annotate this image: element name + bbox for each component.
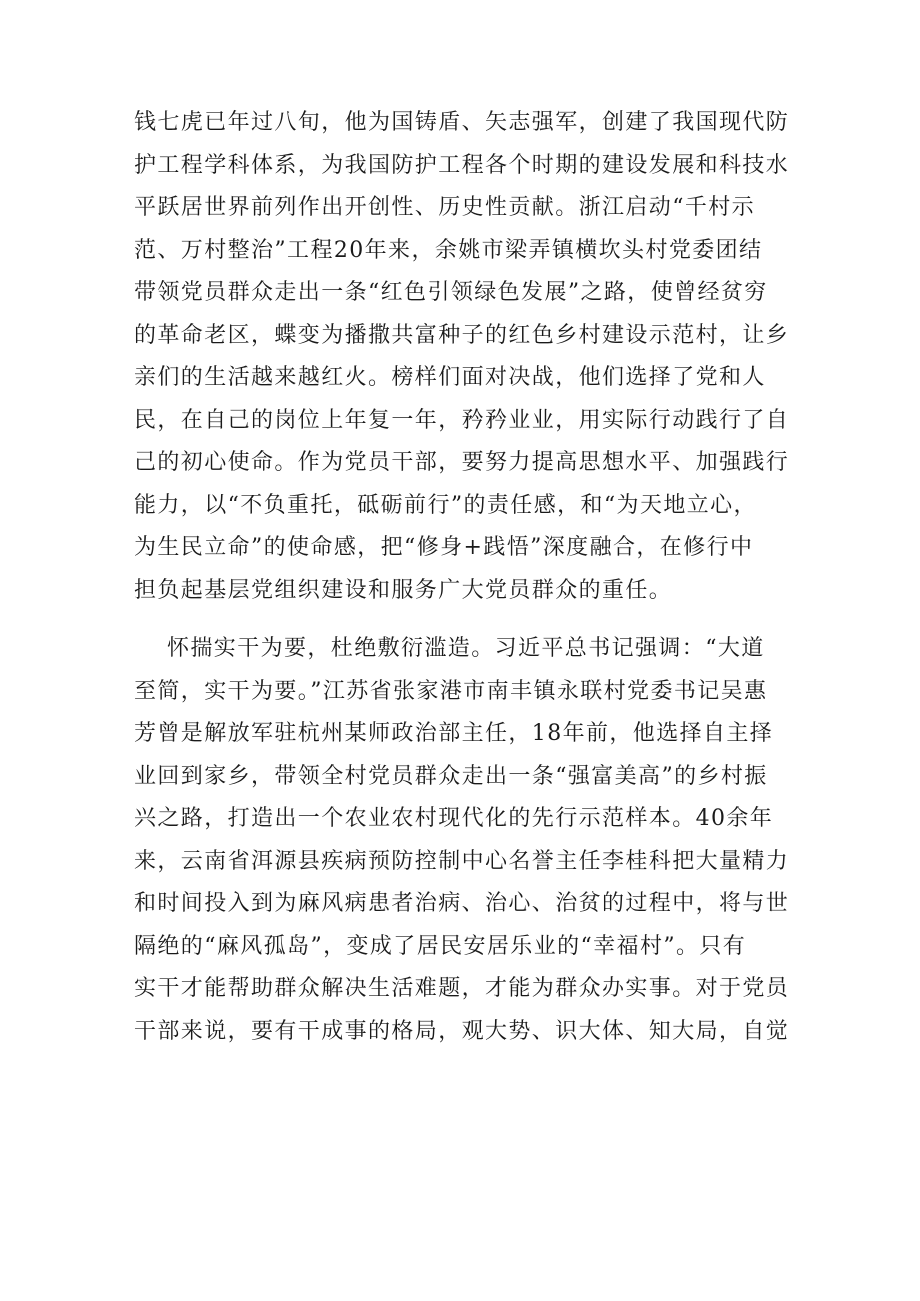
text-line: 和时间投入到为麻风病患者治病、治心、治贫的过程中，将与世 <box>134 891 790 916</box>
text-line: 干部来说，要有干成事的格局，观大势、识大体、知大局，自觉 <box>134 1018 790 1044</box>
text-line: 的革命老区，蝶变为播撒共富种子的红色乡村建设示范村，让乡 <box>134 322 790 348</box>
text-line: 隔绝的“麻风孤岛”，变成了居民安居乐业的“幸福村”。只有 <box>134 933 747 959</box>
text-line: 能力，以“不负重托，砥砺前行”的责任感，和“为天地立心， <box>134 492 757 518</box>
text-line: 己的初心使命。作为党员干部，要努力提高思想水平、加强践行 <box>134 450 790 475</box>
document-body <box>134 102 794 1053</box>
text-line: 护工程学科体系，为我国防护工程各个时期的建设发展和科技水 <box>134 152 790 178</box>
text-line: 芳曾是解放军驻杭州某师政治部主任，18年前，他选择自主择 <box>134 721 774 746</box>
paragraph-1 <box>134 102 794 612</box>
text-line: 实干才能帮助群众解决生活难题，才能为群众办实事。对于党员 <box>134 976 790 1001</box>
text-line: 担负起基层党组织建设和服务广大党员群众的重任。 <box>134 577 673 603</box>
text-line: 为生民立命”的使命感，把“修身+践悟”深度融合，在修行中 <box>134 535 754 560</box>
paragraph-gap <box>134 612 794 628</box>
text-line: 平跃居世界前列作出开创性、历史性贡献。浙江启动“千村示 <box>134 195 756 220</box>
text-line: 钱七虎已年过八旬，他为国铸盾、矢志强军，创建了我国现代防 <box>134 110 790 135</box>
text-line: 至简，实干为要。”江苏省张家港市南丰镇永联村党委书记吴惠 <box>134 678 768 704</box>
text-line: 业回到家乡，带领全村党员群众走出一条“强富美高”的乡村振 <box>134 763 768 789</box>
text-line: 怀揣实干为要，杜绝敷衍滥造。习近平总书记强调：“大道 <box>167 636 765 661</box>
paragraph-2 <box>134 628 794 1053</box>
text-line: 民，在自己的岗位上年复一年，矜矜业业，用实际行动践行了自 <box>134 407 790 433</box>
text-line: 兴之路，打造出一个农业农村现代化的先行示范样本。40余年 <box>134 806 774 831</box>
text-line: 亲们的生活越来越红火。榜样们面对决战，他们选择了党和人 <box>134 365 766 390</box>
text-line: 来，云南省洱源县疾病预防控制中心名誉主任李桂科把大量精力 <box>134 848 790 874</box>
text-line: 带领党员群众走出一条“红色引领绿色发展”之路，使曾经贫穷 <box>134 280 768 305</box>
text-line: 范、万村整治”工程20年来，余姚市梁弄镇横坎头村党委团结 <box>134 237 763 263</box>
